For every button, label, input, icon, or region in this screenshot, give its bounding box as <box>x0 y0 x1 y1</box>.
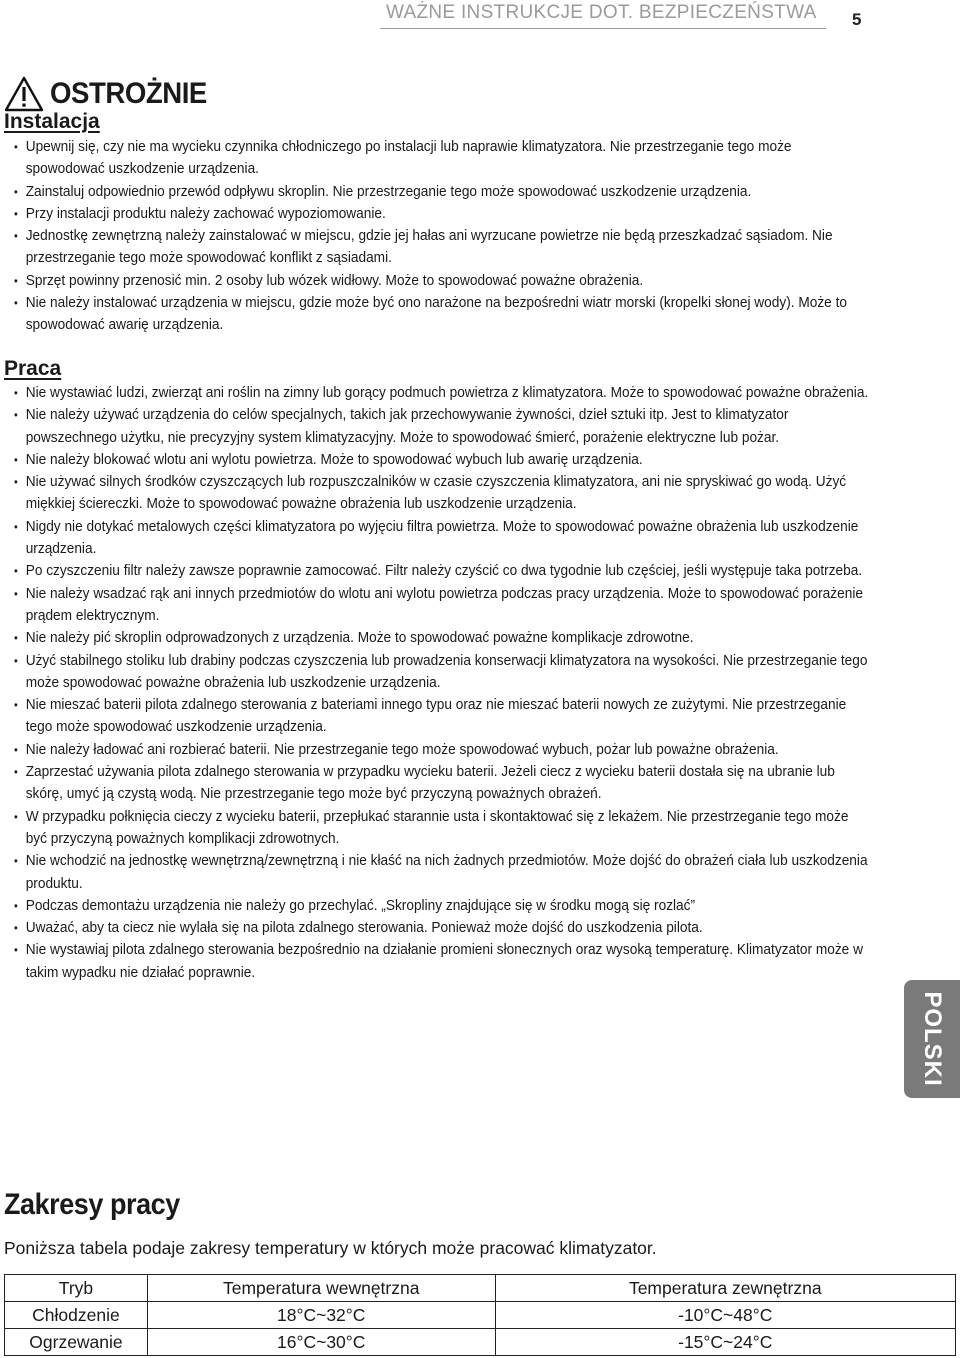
list-item: • Nie wystawiaj pilota zdalnego sterowania bezpośrednio na działanie promieni słonecznych oraz wysoką temperaturę. Klimatyzator może w takim wypadku nie działać poprawnie. <box>14 939 869 984</box>
list-item: • Nie należy instalować urządzenia w miejscu, gdzie może być ono narażone na bezpośredni wiatr morski (kropelki słonej wody). Może to spowodować awarię urządzenia. <box>14 292 869 337</box>
header-mode: Tryb <box>5 1275 148 1302</box>
cell-mode: Ogrzewanie <box>5 1329 148 1356</box>
table-row <box>5 1302 956 1329</box>
list-item: • Nie należy wsadzać rąk ani innych przedmiotów do wlotu ani wylotu powietrza podczas pracy urządzenia. Może to spowodować porażenie prądem elektrycznym. <box>14 583 869 628</box>
list-item: • Nie należy pić skroplin odprowadzonych z urządzenia. Może to spowodować poważne komplikacje zdrowotne. <box>14 627 869 649</box>
cell-mode: Chłodzenie <box>5 1302 148 1329</box>
list-item: • Podczas demontażu urządzenia nie należy go przechylać. „Skropliny znajdujące się w środku mogą się rozlać” <box>14 895 869 917</box>
list-item: • Uważać, aby ta ciecz nie wylała się na pilota zdalnego sterowania. Ponieważ może dojść do uszkodzenia pilota. <box>14 917 869 939</box>
list-item: • Nie należy używać urządzenia do celów specjalnych, takich jak przechowywanie żywności, dzieł sztuki itp. Jest to klimatyzator powszechnego użytku, nie precyzyjny system klimatyzacyjny. Może to spowodować śmierć, porażenie elektryczne lub pożar. <box>14 404 869 449</box>
header-indoor-temp: Temperatura wewnętrzna <box>147 1275 495 1302</box>
list-item: • Jednostkę zewnętrzną należy zainstalować w miejscu, gdzie jej hałas ani wyrzucane powietrze nie będą przeszkadzać sąsiadom. Nie przestrzeganie tego może spowodować konflikt z sąsiadami. <box>14 225 869 270</box>
cell-outdoor-temp: -15°C~24°C <box>495 1329 955 1356</box>
table-header-row <box>5 1275 956 1302</box>
list-item: • Po czyszczeniu filtr należy zawsze poprawnie zamocować. Filtr należy czyścić co dwa tygodnie lub częściej, jeśli występuje taka potrzeba. <box>14 560 869 582</box>
cell-indoor-temp: 18°C~32°C <box>147 1302 495 1329</box>
cell-outdoor-temp: -10°C~48°C <box>495 1302 955 1329</box>
list-item: • Upewnij się, czy nie ma wycieku czynnika chłodniczego po instalacji lub naprawie klimatyzatora. Nie przestrzeganie tego może spowodować uszkodzenie urządzenia. <box>14 136 869 181</box>
list-item: • Nie należy blokować wlotu ani wylotu powietrza. Może to spowodować wybuch lub awarię urządzenia. <box>14 449 869 471</box>
language-tab <box>904 980 960 1098</box>
list-item: • Nie należy ładować ani rozbierać baterii. Nie przestrzeganie tego może spowodować wybuch, pożar lub poważne obrażenia. <box>14 739 869 761</box>
operation-heading: Praca <box>4 357 62 380</box>
list-item: • Nie wystawiać ludzi, zwierząt ani roślin na zimny lub gorący podmuch powietrza z klimatyzatora. Może to spowodować poważne obrażenia. <box>14 382 869 404</box>
ranges-title: Zakresy pracy <box>4 1188 180 1221</box>
list-item: • W przypadku połknięcia cieczy z wycieku baterii, przepłukać starannie usta i skontaktować się z lekażem. Nie przestrzeganie tego może być przyczyną poważnych komplikacji zdrowotnych. <box>14 806 869 851</box>
header-title: WAŻNE INSTRUKCJE DOT. BEZPIECZEŃSTWA <box>386 2 817 23</box>
list-item: • Zaprzestać używania pilota zdalnego sterowania w przypadku wycieku baterii. Jeżeli ciecz z wycieku baterii dostała się na ubranie lub skórę, umyć ją czystą wodą. Nie przestrzeganie tego może być przyczyną poważnych obrażeń. <box>14 761 869 806</box>
list-item: • Zainstaluj odpowiednio przewód odpływu skroplin. Nie przestrzeganie tego może spowodować uszkodzenie urządzenia. <box>14 181 869 203</box>
installation-list <box>14 136 869 337</box>
header-rule <box>380 28 826 29</box>
header-outdoor-temp: Temperatura zewnętrzna <box>495 1275 955 1302</box>
installation-heading: Instalacja <box>4 110 100 133</box>
language-tab-label: POLSKI <box>919 991 946 1087</box>
operation-list <box>14 382 869 984</box>
list-item: • Nigdy nie dotykać metalowych części klimatyzatora po wyjęciu filtra powietrza. Może to spowodować poważne obrażenia lub uszkodzenie urządzenia. <box>14 516 869 561</box>
list-item: • Nie wchodzić na jednostkę wewnętrzną/zewnętrzną i nie kłaść na nich żadnych przedmiotów. Może dojść do obrażeń ciała lub uszkodzenia produktu. <box>14 850 869 895</box>
list-item: • Użyć stabilnego stoliku lub drabiny podczas czyszczenia lub prowadzenia konserwacji klimatyzatora na wysokości. Nie przestrzeganie tego może spowodować poważne obrażenia lub uszkodzenie urządzenia. <box>14 650 869 695</box>
list-item: • Nie używać silnych środków czyszczących lub rozpuszczalników w czasie czyszczenia klimatyzatora, ani nie spryskiwać go wodą. Użyć miękkiej ściereczki. Może to spowodować poważne obrażenia lub uszkodzenie urządzenia. <box>14 471 869 516</box>
page-number: 5 <box>852 10 862 29</box>
table-row <box>5 1329 956 1356</box>
warning-triangle-icon <box>4 76 44 112</box>
caution-title: OSTROŻNIE <box>50 77 207 110</box>
list-item: • Nie mieszać baterii pilota zdalnego sterowania z bateriami innego typu oraz nie mieszać baterii nowych ze zużytymi. Nie przestrzeganie tego może spowodować uszkodzenie urządzenia. <box>14 694 869 739</box>
list-item: • Przy instalacji produktu należy zachować wypoziomowanie. <box>14 203 869 225</box>
list-item: • Sprzęt powinny przenosić min. 2 osoby lub wózek widłowy. Może to spowodować poważne obrażenia. <box>14 270 869 292</box>
ranges-description: Poniższa tabela podaje zakresy temperatury w których może pracować klimatyzator. <box>4 1238 657 1258</box>
temperature-range-table <box>4 1274 956 1356</box>
caution-heading <box>4 76 221 112</box>
cell-indoor-temp: 16°C~30°C <box>147 1329 495 1356</box>
